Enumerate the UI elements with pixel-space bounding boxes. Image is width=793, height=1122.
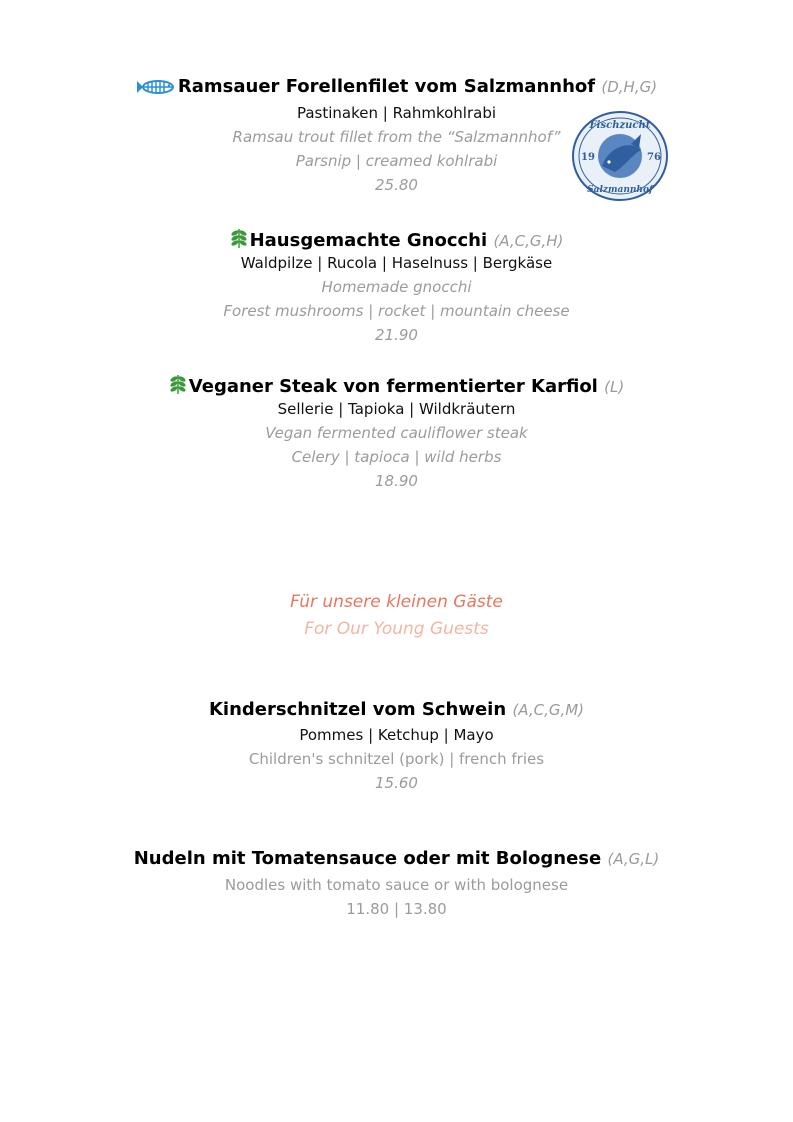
fish-icon — [136, 79, 176, 100]
dish-sides: Sellerie | Tapioka | Wildkräutern — [277, 400, 516, 418]
dish-title-row — [0, 76, 793, 100]
dish-price: 18.90 — [375, 472, 418, 490]
kids-section-subheading: For Our Young Guests — [304, 619, 489, 639]
seal-year-right: 76 — [647, 152, 661, 163]
dish-en-title: Vegan fermented cauliflower steak — [265, 424, 528, 442]
leaf-icon — [230, 227, 248, 254]
dish-title: Kinderschnitzel vom Schwein — [208, 699, 507, 720]
seal-year-left: 19 — [581, 152, 595, 163]
dish-price: 25.80 — [375, 176, 418, 194]
dish-sides: Pommes | Ketchup | Mayo — [299, 726, 494, 744]
dish-title-row — [0, 699, 793, 720]
dish-title-row — [0, 227, 793, 254]
kids-section-heading: Für unsere kleinen Gäste — [290, 592, 503, 612]
dish-sides: Waldpilze | Rucola | Haselnuss | Bergkäse — [240, 254, 553, 272]
dish-en-sides: Parsnip | creamed kohlrabi — [295, 152, 498, 170]
dish-allergens: (D,H,G) — [601, 78, 658, 96]
dish-title: Hausgemachte Gnocchi — [249, 230, 488, 251]
dish-en-title: Homemade gnocchi — [321, 278, 472, 296]
dish-sides: Pastinaken | Rahmkohlrabi — [296, 104, 497, 122]
dish-price: 11.80 | 13.80 — [346, 900, 447, 918]
dish-en-sides: Forest mushrooms | rocket | mountain cheese — [223, 302, 570, 320]
dish-allergens: (L) — [604, 378, 625, 396]
fish-farm-seal-icon — [571, 110, 669, 202]
dish-en-title: Ramsau trout fillet from the “Salzmannhof” — [232, 128, 561, 146]
seal-top-text: Fischzucht — [589, 120, 651, 131]
leaf-icon — [169, 373, 187, 400]
dish-title: Veganer Steak von fermentierter Karfiol — [188, 376, 598, 397]
dish-allergens: (A,C,G,M) — [512, 701, 585, 719]
dish-en-sides: Celery | tapioca | wild herbs — [291, 448, 502, 466]
dish-allergens: (A,G,L) — [607, 850, 660, 868]
dish-title-row — [0, 848, 793, 869]
dish-title: Ramsauer Forellenfilet vom Salzmannhof — [177, 76, 596, 97]
dish-en-description: Noodles with tomato sauce or with bolognese — [224, 876, 569, 894]
dish-en-description: Children's schnitzel (pork) | french fries — [248, 750, 545, 768]
dish-title-row — [0, 373, 793, 400]
dish-title: Nudeln mit Tomatensauce oder mit Bolognese — [133, 848, 602, 869]
dish-price: 15.60 — [375, 774, 418, 792]
dish-allergens: (A,C,G,H) — [493, 232, 564, 250]
seal-bottom-text: Salzmannhof — [587, 185, 653, 195]
dish-price: 21.90 — [375, 326, 418, 344]
